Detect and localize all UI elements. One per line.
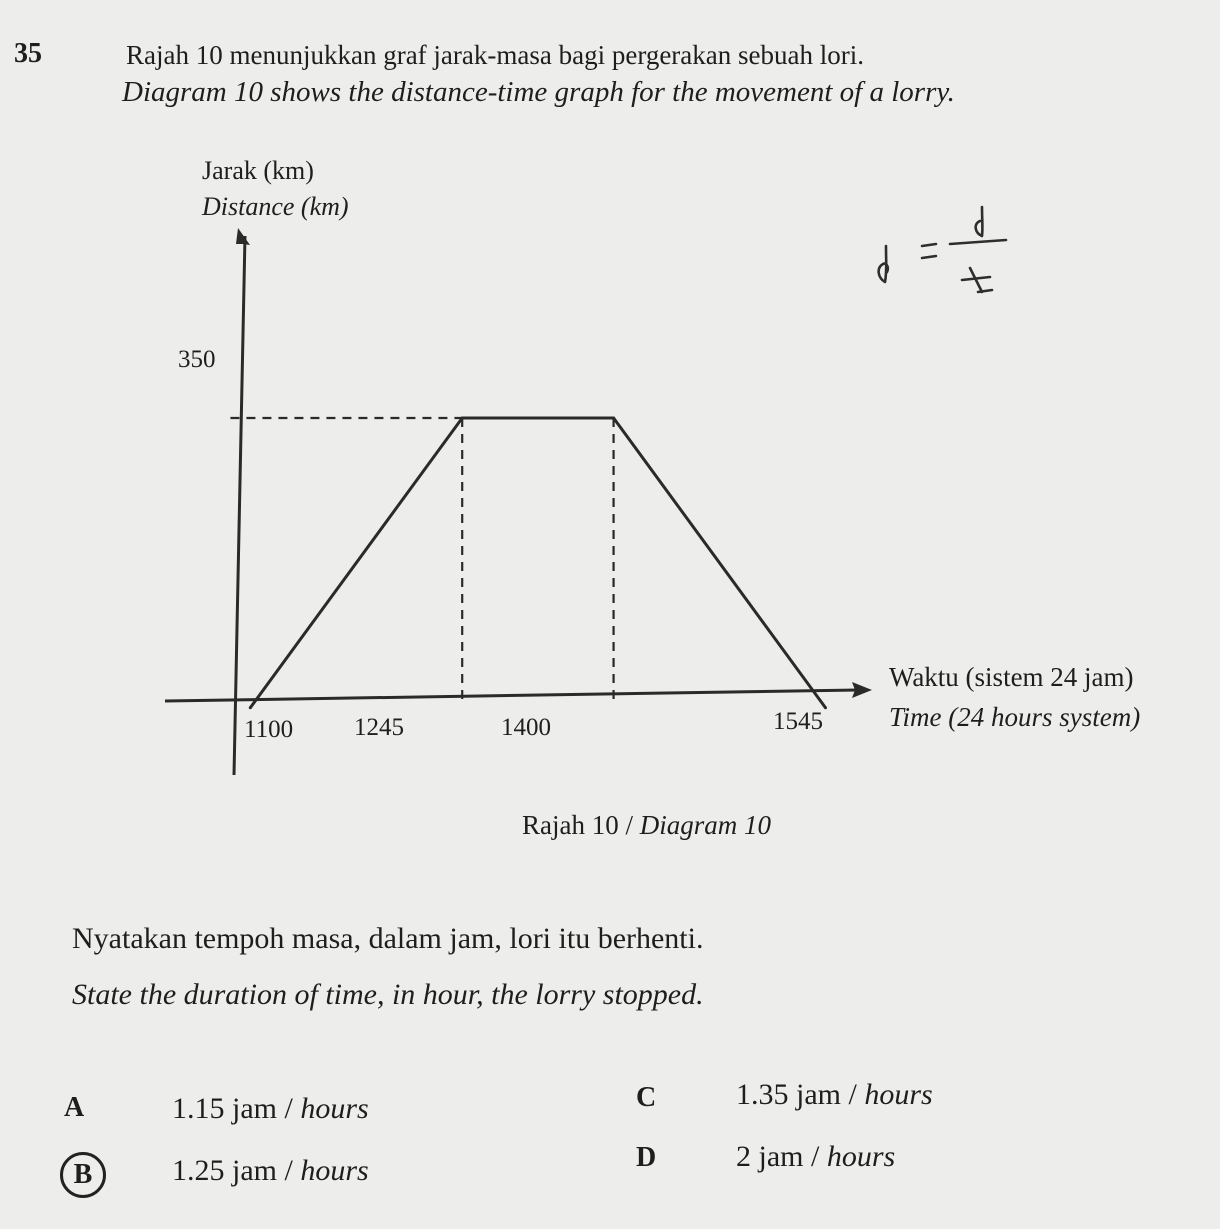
option-d-letter[interactable]: D [636, 1142, 657, 1173]
option-a-value: 1.15 jam / [172, 1092, 301, 1125]
x-tick-1400: 1400 [501, 714, 551, 741]
x-tick-1100: 1100 [244, 716, 294, 743]
x-axis-label-malay: Waktu (sistem 24 jam) [889, 662, 1134, 692]
diagram-caption [522, 810, 771, 841]
y-axis-label-english: Distance (km) [202, 192, 349, 221]
data-point-3 [824, 706, 827, 709]
data-point-2 [612, 417, 615, 420]
x-tick-1245: 1245 [354, 714, 404, 741]
y-axis-arrowhead [236, 228, 250, 245]
option-a-unit: hours [300, 1092, 369, 1125]
handwritten-t-denominator [962, 268, 992, 292]
option-a-letter[interactable]: A [64, 1092, 85, 1123]
option-c-text[interactable] [736, 1078, 933, 1112]
lorry-distance-line [250, 418, 825, 708]
option-c-letter[interactable]: C [636, 1082, 657, 1113]
option-c-unit: hours [864, 1078, 933, 1111]
data-point-0 [249, 706, 252, 709]
option-a-text[interactable] [172, 1092, 369, 1126]
option-b-letter-circled[interactable]: B [60, 1152, 106, 1198]
x-tick-1545: 1545 [773, 708, 823, 735]
option-b-text[interactable] [172, 1154, 369, 1188]
data-points [249, 417, 827, 710]
handwritten-d-left [879, 246, 888, 282]
question-text-english: Diagram 10 shows the distance-time graph for the movement of a lorry. [122, 76, 955, 108]
option-b-value: 1.25 jam / [172, 1154, 301, 1187]
option-d-unit: hours [826, 1140, 896, 1173]
question-number: 35 [14, 38, 42, 69]
data-point-1 [461, 417, 464, 420]
question-text-malay: Rajah 10 menunjukkan graf jarak-masa bagi pergerakan sebuah lori. [126, 40, 864, 70]
x-axis [165, 690, 858, 701]
handwritten-fraction-bar [950, 240, 1006, 244]
y-axis-label-malay: Jarak (km) [202, 156, 314, 185]
x-axis-label-english: Time (24 hours system) [889, 702, 1141, 732]
handwritten-equals [922, 244, 936, 258]
prompt-english: State the duration of time, in hour, the lorry stopped. [72, 978, 704, 1011]
option-b-unit: hours [300, 1154, 369, 1187]
caption-malay: Rajah 10 / [522, 810, 640, 840]
option-d-text[interactable] [736, 1140, 895, 1174]
option-d-value: 2 jam / [736, 1140, 827, 1173]
dashed-guide-lines [230, 418, 613, 702]
prompt-malay: Nyatakan tempoh masa, dalam jam, lori itu berhenti. [72, 922, 704, 955]
handwritten-d-numerator [976, 207, 983, 236]
y-tick-350: 350 [178, 346, 216, 373]
caption-english: Diagram 10 [639, 810, 771, 840]
handwritten-formula [879, 207, 1006, 292]
y-axis [234, 236, 245, 775]
x-axis-arrowhead [852, 682, 872, 698]
option-c-value: 1.35 jam / [736, 1078, 865, 1111]
